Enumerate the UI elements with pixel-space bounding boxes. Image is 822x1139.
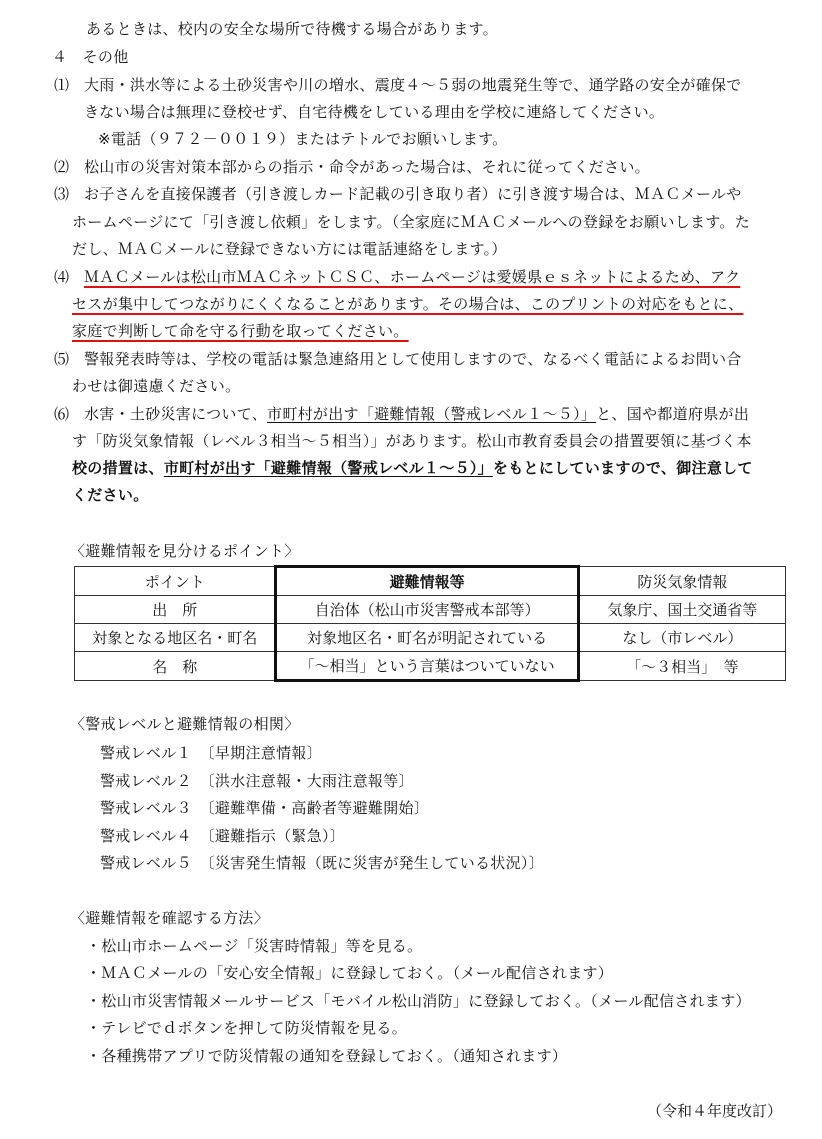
item-5-line-2: わせは御遠慮ください。 xyxy=(72,377,241,395)
method-item: ・テレビでｄボタンを押して防災情報を見る。 xyxy=(86,1019,408,1037)
item-5-number: ⑸ xyxy=(54,350,70,368)
item-3-line-1: お子さんを直接保護者（引き渡しカード記載の引き取り者）に引き渡す場合は、ＭＡＣメールや xyxy=(84,185,742,203)
points-heading: 〈避難情報を見分けるポイント〉 xyxy=(70,542,300,560)
table-cell: 出 所 xyxy=(75,596,276,624)
intro-line: あるときは、校内の安全な場所で待機する場合があります。 xyxy=(86,20,498,38)
item-3-number: ⑶ xyxy=(54,185,70,203)
item-2-number: ⑵ xyxy=(54,158,70,176)
table-cell: 「～相当」という言葉はついていない xyxy=(276,652,578,681)
item-4-number: ⑷ xyxy=(54,268,70,286)
item-6-number: ⑹ xyxy=(54,405,70,423)
item-1-line-3: ※電話（９７２－００１９）またはテトルでお願いします。 xyxy=(98,130,508,148)
table-cell: 自治体（松山市災害警戒本部等） xyxy=(276,596,578,624)
item-6-line-3 xyxy=(72,457,753,479)
method-item: ・ＭＡＣメールの「安心安全情報」に登録しておく。（メール配信されます） xyxy=(86,964,614,982)
item-6-line-2: す「防災気象情報（レベル３相当～５相当）」があります。松山市教育委員会の措置要領に基づく本 xyxy=(72,432,752,450)
level-item: 警戒レベル４ 〔避難指示（緊急）〕 xyxy=(100,827,346,845)
item-1-line-1: 大雨・洪水等による土砂災害や川の増水、震度４～５弱の地震発生等で、通学路の安全が確保で xyxy=(84,76,742,94)
item-6-line-3-c: をもとにしていますので、御注意して xyxy=(492,459,753,477)
points-table xyxy=(74,565,786,682)
item-4-line-2: セスが集中してつながりにくくなることがあります。その場合は、このプリントの対応をもとに、 xyxy=(72,295,744,313)
table-cell: 対象となる地区名・町名 xyxy=(75,624,276,652)
table-row xyxy=(75,652,786,681)
method-item: ・各種携帯アプリで防災情報の通知を登録しておく。（通知されます） xyxy=(86,1047,568,1065)
item-4-line-1: ＭＡＣメールは松山市ＭＡＣネットＣＳＣ、ホームページは愛媛県ｅｓネットによるため、アク xyxy=(84,268,741,286)
method-item: ・松山市災害情報メールサービス「モバイル松山消防」に登録しておく。（メール配信されます） xyxy=(86,992,751,1010)
table-cell: 気象庁、国土交通省等 xyxy=(578,596,785,624)
item-6-line-1-underlined: 市町村が出す「避難情報（警戒レベル１～５）」 xyxy=(267,405,597,423)
item-6-line-1-c: と、国や都道府県が出 xyxy=(596,405,750,423)
table-header-row xyxy=(75,567,786,596)
levels-heading: 〈警戒レベルと避難情報の相関〉 xyxy=(70,715,300,733)
level-item: 警戒レベル５ 〔災害発生情報（既に災害が発生している状況）〕 xyxy=(100,854,545,872)
section-heading: ４ その他 xyxy=(52,48,129,66)
item-2-line-1: 松山市の災害対策本部からの指示・命令があった場合は、それに従ってください。 xyxy=(84,158,650,176)
table-row xyxy=(75,596,786,624)
table-cell: 対象地区名・町名が明記されている xyxy=(276,624,578,652)
level-item: 警戒レベル１ 〔早期注意情報〕 xyxy=(100,744,323,762)
methods-heading: 〈避難情報を確認する方法〉 xyxy=(70,909,269,927)
item-5-line-1: 警報発表時等は、学校の電話は緊急連絡用として使用しますので、なるべく電話によるお問い合 xyxy=(84,350,742,368)
revised-note: （令和４年度改訂） xyxy=(646,1102,782,1120)
table-cell: なし（市レベル） xyxy=(578,624,785,652)
item-6-line-1 xyxy=(84,403,749,425)
level-item: 警戒レベル３ 〔避難準備・高齢者等避難開始〕 xyxy=(100,799,430,817)
level-item: 警戒レベル２ 〔洪水注意報・大雨注意報等〕 xyxy=(100,772,414,790)
table-header-cell: 避難情報等 xyxy=(276,567,578,596)
item-1-number: ⑴ xyxy=(54,76,70,94)
table-cell: 名 称 xyxy=(75,652,276,681)
table-header-cell: 防災気象情報 xyxy=(578,567,785,596)
table-header-cell: ポイント xyxy=(75,567,276,596)
item-1-line-2: きない場合は無理に登校せず、自宅待機をしている理由を学校に連絡してください。 xyxy=(84,103,665,121)
item-4-line-3: 家庭で判断して命を守る行動を取ってください。 xyxy=(72,322,409,340)
item-6-line-4: ください。 xyxy=(72,486,149,504)
item-6-line-1-a: 水害・土砂災害について、 xyxy=(84,405,268,423)
item-6-line-3-underlined: 市町村が出す「避難情報（警戒レベル１～５）」 xyxy=(163,459,493,477)
item-6-line-3-a: 校の措置は、 xyxy=(72,459,164,477)
item-3-line-2: ホームページにて「引き渡し依頼」をします。（全家庭にＭＡＣメールへの登録をお願いします。た xyxy=(72,213,751,231)
table-row xyxy=(75,624,786,652)
method-item: ・松山市ホームページ「災害時情報」等を見る。 xyxy=(86,937,423,955)
table-cell: 「～３相当」 等 xyxy=(578,652,785,681)
item-3-line-3: だし、ＭＡＣメールに登録できない方には電話連絡をします。） xyxy=(72,240,507,258)
